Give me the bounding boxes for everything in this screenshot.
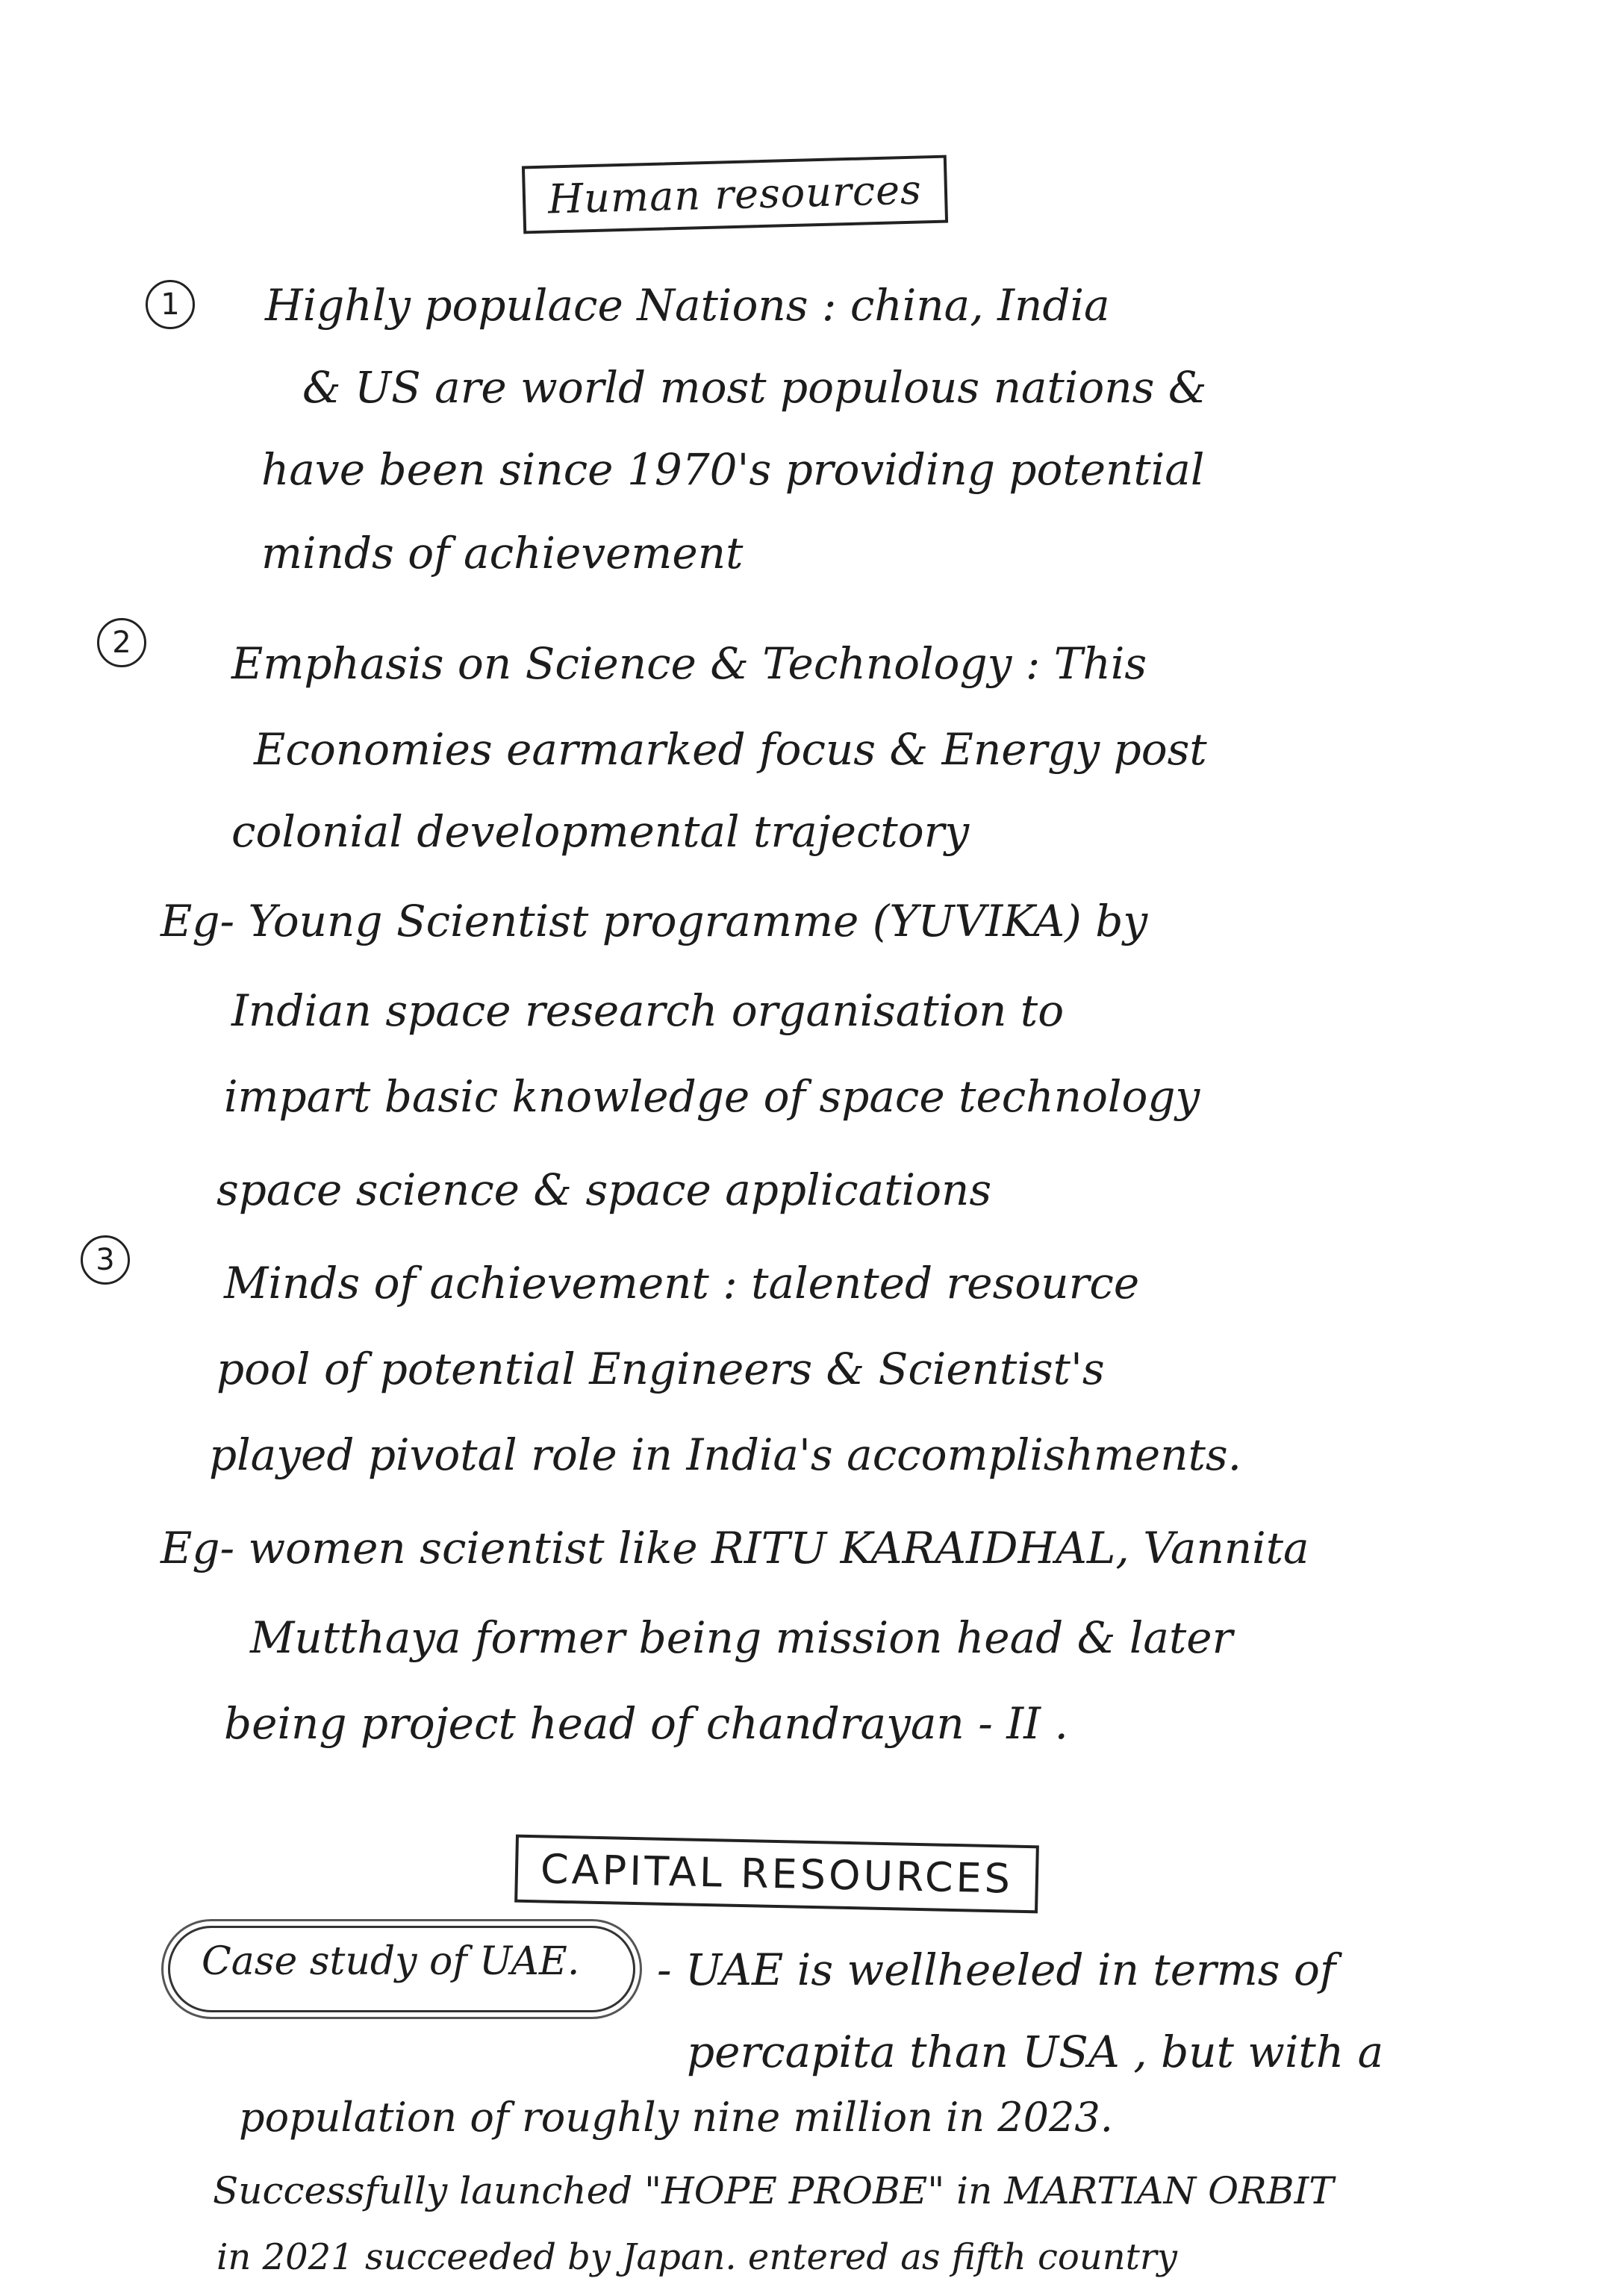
point-1-line-4: minds of achievement bbox=[261, 528, 744, 578]
point-3-line-1: Minds of achievement : talented resource bbox=[224, 1258, 1140, 1308]
point-2-example-line-3: impart basic knowledge of space technology bbox=[224, 1071, 1200, 1122]
point-2-line-1: Emphasis on Science & Technology : This bbox=[231, 638, 1147, 689]
point-3-line-2: pool of potential Engineers & Scientist's bbox=[216, 1344, 1105, 1394]
case-line-4: Successfully launched "HOPE PROBE" in MARTIAN ORBIT bbox=[213, 2169, 1334, 2212]
point-3-example-line-3: being project head of chandrayan - II . bbox=[224, 1698, 1068, 1749]
human-resources-heading: Human resources bbox=[522, 155, 948, 234]
point-2-example-line-1: Eg- Young Scientist programme (YUVIKA) by bbox=[161, 896, 1148, 946]
case-line-3: population of roughly nine million in 2023. bbox=[239, 2094, 1113, 2141]
case-study-label: Case study of UAE. bbox=[202, 1939, 580, 1984]
point-3-example-line-1: Eg- women scientist like RITU KARAIDHAL, Vannita bbox=[161, 1523, 1309, 1573]
case-line-1: - UAE is wellheeled in terms of bbox=[657, 1944, 1336, 1995]
point-3-line-3: played pivotal role in India's accomplishments. bbox=[209, 1429, 1242, 1480]
point-1-number: 1 bbox=[146, 280, 195, 329]
point-3-number: 3 bbox=[81, 1235, 130, 1285]
point-2-line-2: Economies earmarked focus & Energy post bbox=[254, 724, 1207, 775]
point-2-line-3: colonial developmental trajectory bbox=[231, 806, 970, 857]
capital-resources-heading: CAPITAL RESOURCES bbox=[514, 1835, 1039, 1914]
point-2-number: 2 bbox=[97, 618, 146, 667]
point-1-line-1: Highly populace Nations : china, India bbox=[265, 280, 1110, 331]
case-line-2: percapita than USA , but with a bbox=[687, 2027, 1384, 2077]
point-2-example-line-2: Indian space research organisation to bbox=[231, 985, 1065, 1036]
point-3-example-line-2: Mutthaya former being mission head & later bbox=[250, 1612, 1233, 1663]
point-1-line-2: & US are world most populous nations & bbox=[302, 362, 1207, 413]
point-1-line-3: have been since 1970's providing potential bbox=[261, 444, 1205, 495]
point-2-example-line-4: space science & space applications bbox=[216, 1164, 992, 1215]
case-line-5: in 2021 succeeded by Japan. entered as fifth country bbox=[216, 2236, 1177, 2278]
